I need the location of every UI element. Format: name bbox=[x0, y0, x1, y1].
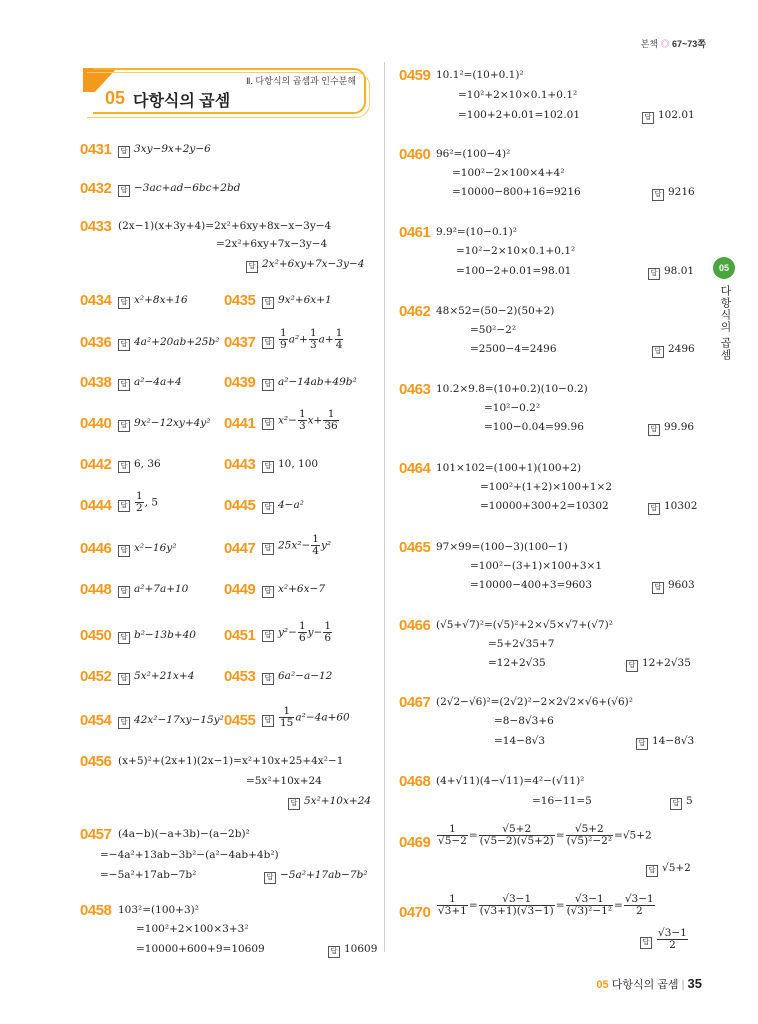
solution-line: =100+2+0.01=102.01 bbox=[458, 109, 581, 121]
answer bbox=[670, 795, 693, 810]
answer-text: x²+6x−7 bbox=[278, 583, 326, 595]
answer-text: 12+2√35 bbox=[642, 657, 691, 669]
solution-line: =10000+300+2=10302 bbox=[480, 500, 609, 512]
answer-mark-icon: 답 bbox=[288, 798, 300, 810]
answer-text: 9x²+6x+1 bbox=[278, 294, 332, 306]
answer-mark-icon: 답 bbox=[118, 297, 130, 309]
answer-mark-icon: 답 bbox=[652, 346, 664, 358]
solution-line: =100²−2×100×4+4² bbox=[452, 167, 565, 179]
chapter-number: 05 bbox=[105, 88, 126, 108]
fraction: $\frac{1}{4}$ bbox=[312, 533, 319, 558]
problem-number: 0459 bbox=[399, 67, 431, 84]
problem-number: 0448 bbox=[80, 581, 112, 598]
fraction: $\frac{√3-1}{(√3+1)(√3-1)}$ bbox=[479, 893, 554, 918]
answer-text: 2x²+6xy+7x−3y−4 bbox=[262, 258, 365, 270]
answer-mark-icon: 답 bbox=[636, 738, 648, 750]
answer-mark-icon: 답 bbox=[118, 420, 130, 432]
fraction: $\frac{√3-1}{\text{(√3)²−1²}}$ bbox=[566, 893, 613, 918]
solution-line: =100²+2×100×3+3² bbox=[136, 923, 249, 935]
problem-number: 0439 bbox=[224, 374, 256, 391]
solution-line: =10²−2×10×0.1+0.1² bbox=[456, 245, 576, 257]
answer-text: 5x²+21x+4 bbox=[134, 670, 195, 682]
solution-line: $\frac{1}{√3+1}$ = $\frac{√3-1}{(√3+1)(√3-1)}$ = $\frac{√3-1}{\text{(√3)²−1²}}$ = $\frac{√3-1}{2}$ bbox=[438, 893, 654, 918]
problem-number: 0434 bbox=[80, 292, 112, 309]
solution-line: =14−8√3 bbox=[494, 735, 546, 747]
answer-text: 5 bbox=[686, 795, 693, 807]
answer-text: y² bbox=[320, 539, 332, 552]
answer-text: 6, 36 bbox=[134, 458, 161, 470]
answer-text: 2496 bbox=[668, 343, 695, 355]
problem-number: 0436 bbox=[80, 334, 112, 351]
answer-text: 5x²+10x+24 bbox=[304, 795, 372, 807]
answer bbox=[246, 258, 364, 273]
problem-number: 0440 bbox=[80, 415, 112, 432]
answer-mark-icon: 답 bbox=[670, 798, 682, 810]
answer bbox=[118, 417, 210, 432]
fraction: $\frac{1}{36}$ bbox=[324, 408, 338, 433]
answer bbox=[648, 421, 694, 436]
page-reference bbox=[641, 37, 706, 50]
solution-line: 103²=(100+3)² bbox=[118, 904, 199, 916]
answer-text: 10302 bbox=[664, 500, 698, 512]
fraction: $\frac{1}{2}$ bbox=[136, 490, 143, 515]
answer bbox=[262, 706, 350, 729]
solution-line: =5+2√35+7 bbox=[488, 638, 555, 650]
answer-text: x+ bbox=[307, 414, 323, 427]
solution-line: =10000−800+16=9216 bbox=[452, 186, 581, 198]
answer-text: −5a²+17ab−7b² bbox=[280, 869, 368, 881]
side-tab-number: 05 bbox=[713, 257, 735, 279]
answer-text: √5+2 bbox=[662, 862, 691, 874]
solution-line: (4a−b)(−a+3b)−(a−2b)² bbox=[118, 828, 250, 840]
solution-line: =−4a²+13ab−3b²−(a²−4ab+4b²) bbox=[100, 849, 279, 861]
answer-text: a+ bbox=[318, 333, 334, 346]
problem-number: 0458 bbox=[80, 902, 112, 919]
fraction: $\frac{1}{6}$ bbox=[324, 620, 332, 645]
answer-text: x²−16y² bbox=[134, 542, 177, 554]
answer bbox=[264, 869, 368, 884]
answer-mark-icon: 답 bbox=[118, 500, 130, 512]
answer-mark-icon: 답 bbox=[652, 189, 664, 201]
answer-mark-icon: 답 bbox=[262, 418, 274, 430]
problem-number: 0444 bbox=[80, 497, 112, 514]
fraction: $\frac{√5+2}{(√5-2)(√5+2)}$ bbox=[479, 823, 554, 848]
problem-number: 0449 bbox=[224, 581, 256, 598]
answer bbox=[262, 409, 340, 432]
answer-text: 6a²−a−12 bbox=[278, 670, 333, 682]
fraction: $\frac{√3-1}{2}$ bbox=[658, 927, 687, 952]
answer bbox=[652, 186, 695, 201]
answer bbox=[118, 491, 158, 514]
answer bbox=[118, 182, 240, 197]
answer bbox=[648, 500, 697, 515]
answer-mark-icon: 답 bbox=[262, 715, 274, 727]
solution-line: (4+√11)(4−√11)=4²−(√11)² bbox=[436, 775, 585, 787]
problem-number: 0438 bbox=[80, 374, 112, 391]
solution-line: 9.9²=(10−0.1)² bbox=[436, 226, 517, 238]
solution-line: =100−2+0.01=98.01 bbox=[456, 265, 572, 277]
answer bbox=[118, 542, 176, 557]
answer-text: 14−8√3 bbox=[652, 735, 695, 747]
answer bbox=[262, 328, 344, 351]
problem-number: 0452 bbox=[80, 668, 112, 685]
solution-line: =10²+2×10×0.1+0.1² bbox=[458, 89, 578, 101]
answer bbox=[288, 795, 371, 810]
answer-mark-icon: 답 bbox=[262, 502, 274, 514]
reference-pages: 67~73쪽 bbox=[672, 39, 706, 49]
answer-text: x²+8x+16 bbox=[134, 294, 188, 306]
answer-text: 4a²+20ab+25b² bbox=[134, 336, 220, 348]
problem-number: 0455 bbox=[224, 712, 256, 729]
solution-line: =−5a²+17ab−7b² bbox=[100, 869, 197, 881]
footer-chapter-title: 다항식의 곱셈 bbox=[611, 979, 679, 991]
answer bbox=[118, 670, 194, 685]
answer bbox=[262, 670, 332, 685]
problem-number: 0445 bbox=[224, 497, 256, 514]
problem-number: 0469 bbox=[399, 834, 431, 851]
answer bbox=[118, 583, 188, 598]
problem-number: 0447 bbox=[224, 540, 256, 557]
answer bbox=[262, 621, 333, 644]
answer-mark-icon: 답 bbox=[118, 545, 130, 557]
solution-line: 96²=(100−4)² bbox=[436, 148, 511, 160]
answer-text: , 5 bbox=[144, 496, 159, 509]
answer-text: 98.01 bbox=[664, 265, 695, 277]
answer-mark-icon: 답 bbox=[640, 937, 652, 949]
problem-number: 0432 bbox=[80, 180, 112, 197]
answer bbox=[118, 294, 188, 309]
answer-mark-icon: 답 bbox=[646, 865, 658, 877]
side-tab-title: 다항식의 곱셈 bbox=[719, 285, 731, 362]
solution-line: 48×52=(50−2)(50+2) bbox=[436, 305, 555, 317]
answer-mark-icon: 답 bbox=[648, 503, 660, 515]
problem-number: 0451 bbox=[224, 627, 256, 644]
answer-mark-icon: 답 bbox=[118, 379, 130, 391]
solution-line: (2x−1)(x+3y+4)=2x²+6xy+8x−x−3y−4 bbox=[118, 220, 332, 232]
problem-number: 0465 bbox=[399, 539, 431, 556]
fraction: $\frac{1}{4}$ bbox=[335, 327, 343, 352]
problem-number: 0446 bbox=[80, 540, 112, 557]
answer bbox=[652, 343, 695, 358]
answer bbox=[328, 943, 377, 958]
answer-text: 10609 bbox=[344, 943, 378, 955]
solution-line: =50²−2² bbox=[470, 324, 517, 336]
answer-mark-icon: 답 bbox=[262, 543, 274, 555]
answer bbox=[626, 657, 691, 672]
problem-number: 0460 bbox=[399, 146, 431, 163]
answer bbox=[640, 928, 689, 951]
fraction: $\frac{√3-1}{2}$ bbox=[624, 893, 654, 918]
fraction: $\frac{1}{9}$ bbox=[280, 327, 287, 352]
answer-text: 25x²− bbox=[278, 539, 311, 552]
problem-number: 0435 bbox=[224, 292, 256, 309]
answer-mark-icon: 답 bbox=[262, 673, 274, 685]
fraction: $\frac{1}{6}$ bbox=[298, 620, 306, 645]
answer-mark-icon: 답 bbox=[118, 717, 130, 729]
answer-text: 9603 bbox=[668, 579, 695, 591]
answer-mark-icon: 답 bbox=[262, 379, 274, 391]
solution-line: (2√2−√6)²=(2√2)²−2×2√2×√6+(√6)² bbox=[436, 696, 633, 708]
problem-number: 0450 bbox=[80, 627, 112, 644]
answer-text: a²−14ab+49b² bbox=[278, 376, 357, 388]
answer-text: y²− bbox=[278, 626, 297, 639]
chapter-header bbox=[83, 68, 366, 114]
answer-text: b²−13b+40 bbox=[134, 629, 196, 641]
answer-text: 9216 bbox=[668, 186, 695, 198]
answer bbox=[262, 294, 332, 309]
column-divider bbox=[384, 62, 385, 952]
page-footer bbox=[596, 976, 702, 992]
answer-text: 4−a² bbox=[278, 499, 304, 511]
answer bbox=[118, 629, 196, 644]
answer bbox=[118, 143, 211, 158]
answer bbox=[262, 458, 318, 473]
problem-number: 0463 bbox=[399, 381, 431, 398]
problem-number: 0433 bbox=[80, 218, 112, 235]
chapter-title: 다항식의 곱셈 bbox=[133, 93, 231, 110]
answer-text: 10, 100 bbox=[278, 458, 319, 470]
solution-line: 10.1²=(10+0.1)² bbox=[436, 69, 524, 81]
answer-mark-icon: 답 bbox=[118, 461, 130, 473]
problem-number: 0466 bbox=[399, 617, 431, 634]
answer-mark-icon: 답 bbox=[118, 339, 130, 351]
problem-number: 0453 bbox=[224, 668, 256, 685]
answer-text: a²−4a+4 bbox=[134, 376, 182, 388]
answer-mark-icon: 답 bbox=[118, 146, 130, 158]
answer-text: y− bbox=[307, 626, 323, 639]
fraction: $\frac{1}{3}$ bbox=[309, 327, 317, 352]
answer-mark-icon: 답 bbox=[118, 632, 130, 644]
solution-line: =100²−(3+1)×100+3×1 bbox=[470, 560, 602, 572]
side-tab bbox=[713, 257, 737, 367]
answer-mark-icon: 답 bbox=[262, 630, 274, 642]
fraction: $\frac{1}{3}$ bbox=[298, 408, 306, 433]
answer-mark-icon: 답 bbox=[328, 946, 340, 958]
answer bbox=[118, 714, 224, 729]
answer bbox=[262, 376, 357, 391]
solution-tail: =√5+2 bbox=[614, 829, 652, 842]
problem-number: 0443 bbox=[224, 456, 256, 473]
answer bbox=[118, 458, 161, 473]
solution-line: =100²+(1+2)×100+1×2 bbox=[480, 481, 612, 493]
fraction: $\frac{1}{15}$ bbox=[280, 705, 294, 730]
fraction: $\frac{1}{√3+1}$ bbox=[438, 893, 467, 918]
solution-line: =16−11=5 bbox=[532, 795, 592, 807]
answer-mark-icon: 답 bbox=[118, 185, 130, 197]
answer-text: 3xy−9x+2y−6 bbox=[134, 143, 211, 155]
answer-mark-icon: 답 bbox=[626, 660, 638, 672]
answer-mark-icon: 답 bbox=[118, 673, 130, 685]
solution-line: =8−8√3+6 bbox=[494, 715, 554, 727]
reference-dot-icon: ◎ bbox=[660, 39, 670, 49]
solution-line: =12+2√35 bbox=[488, 657, 546, 669]
answer-text: 9x²−12xy+4y² bbox=[134, 417, 211, 429]
answer-text: x²− bbox=[278, 414, 297, 427]
answer-mark-icon: 답 bbox=[648, 424, 660, 436]
problem-number: 0457 bbox=[80, 826, 112, 843]
problem-number: 0441 bbox=[224, 415, 256, 432]
answer bbox=[118, 376, 182, 391]
answer-text: a²+ bbox=[288, 333, 308, 346]
answer-mark-icon: 답 bbox=[264, 872, 276, 884]
problem-number: 0461 bbox=[399, 224, 431, 241]
answer bbox=[262, 583, 325, 598]
answer-mark-icon: 답 bbox=[118, 586, 130, 598]
problem-number: 0470 bbox=[399, 904, 431, 921]
answer-text: −3ac+ad−6bc+2bd bbox=[134, 182, 241, 194]
solution-line: 101×102=(100+1)(100+2) bbox=[436, 462, 582, 474]
solution-line: =2500−4=2496 bbox=[470, 343, 557, 355]
fraction: $\frac{1}{√5-2}$ bbox=[438, 823, 467, 848]
problem-number: 0454 bbox=[80, 712, 112, 729]
footer-separator: | bbox=[681, 979, 685, 991]
problem-number: 0464 bbox=[399, 460, 431, 477]
answer-mark-icon: 답 bbox=[246, 261, 258, 273]
answer bbox=[648, 265, 694, 280]
problem-number: 0467 bbox=[399, 694, 431, 711]
solution-line: =100−0.04=99.96 bbox=[484, 421, 584, 433]
solution-line: (x+5)²+(2x+1)(2x−1)=x²+10x+25+4x²−1 bbox=[118, 755, 344, 767]
answer-mark-icon: 답 bbox=[648, 268, 660, 280]
answer bbox=[636, 735, 694, 750]
solution-line: $\frac{1}{√5-2}$ = $\frac{√5+2}{(√5-2)(√5+2)}$ = $\frac{√5+2}{\text{(√5)²−2²}}$ =√5+2 bbox=[438, 823, 652, 848]
solution-line: (√5+√7)²=(√5)²+2×√5×√7+(√7)² bbox=[436, 619, 613, 631]
answer-mark-icon: 답 bbox=[642, 112, 654, 124]
answer bbox=[646, 862, 691, 877]
answer bbox=[262, 499, 304, 514]
answer-mark-icon: 답 bbox=[262, 337, 274, 349]
answer-mark-icon: 답 bbox=[262, 461, 274, 473]
section-title: Ⅱ. 다항식의 곱셈과 인수분해 bbox=[246, 76, 357, 86]
problem-number: 0456 bbox=[80, 753, 112, 770]
solution-line: 10.2×9.8=(10+0.2)(10−0.2) bbox=[436, 383, 588, 395]
answer-mark-icon: 답 bbox=[262, 586, 274, 598]
answer bbox=[118, 336, 219, 351]
solution-line: =2x²+6xy+7x−3y−4 bbox=[216, 238, 328, 250]
reference-label: 본책 bbox=[640, 39, 658, 49]
footer-chapter-number: 05 bbox=[596, 979, 609, 991]
problem-number: 0437 bbox=[224, 334, 256, 351]
answer bbox=[262, 534, 331, 557]
solution-line: =10000+600+9=10609 bbox=[136, 943, 265, 955]
solution-line: 97×99=(100−3)(100−1) bbox=[436, 541, 568, 553]
solution-line: =5x²+10x+24 bbox=[246, 775, 322, 787]
answer-text: a²−4a+60 bbox=[295, 711, 350, 724]
problem-number: 0462 bbox=[399, 303, 431, 320]
solution-line: =10²−0.2² bbox=[484, 402, 541, 414]
fraction: $\frac{√5+2}{\text{(√5)²−2²}}$ bbox=[566, 823, 613, 848]
answer bbox=[652, 579, 695, 594]
answer-text: 102.01 bbox=[658, 109, 695, 121]
solution-line: =10000−400+3=9603 bbox=[470, 579, 593, 591]
page-number: 35 bbox=[687, 976, 702, 991]
problem-number: 0431 bbox=[80, 141, 112, 158]
answer-mark-icon: 답 bbox=[652, 582, 664, 594]
problem-number: 0442 bbox=[80, 456, 112, 473]
answer-mark-icon: 답 bbox=[262, 297, 274, 309]
answer-text: 99.96 bbox=[664, 421, 695, 433]
answer-text: 42x²−17xy−15y² bbox=[134, 714, 224, 726]
answer bbox=[642, 109, 695, 124]
problem-number: 0468 bbox=[399, 773, 431, 790]
answer-text: a²+7a+10 bbox=[134, 583, 189, 595]
